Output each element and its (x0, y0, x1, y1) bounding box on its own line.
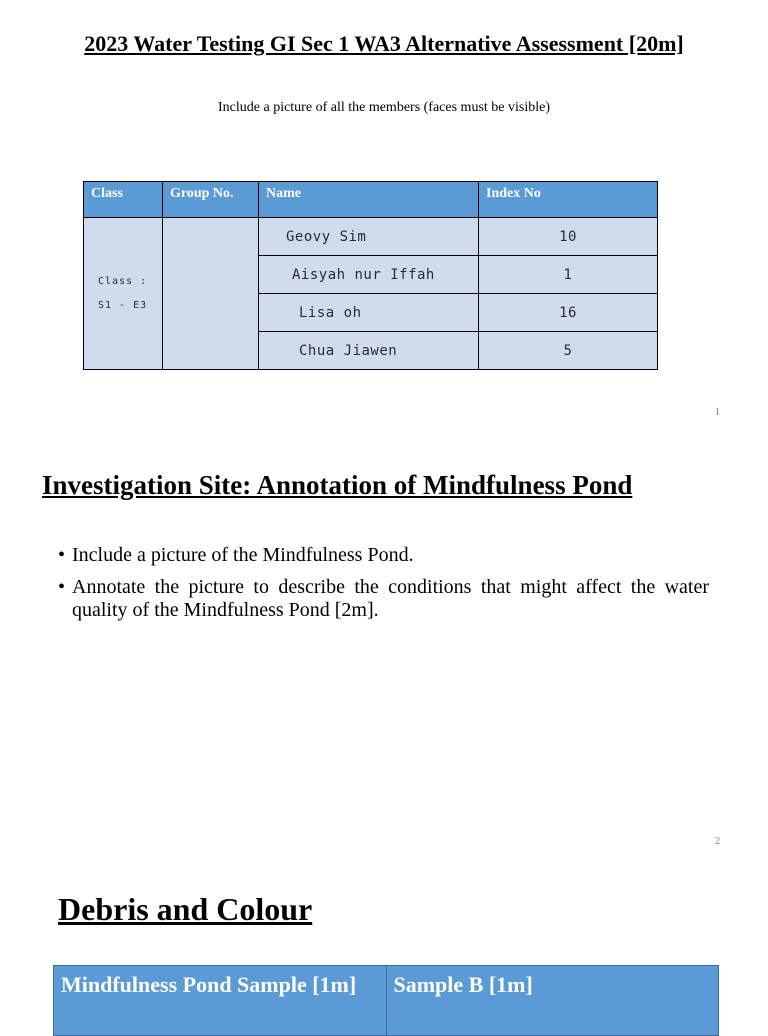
header-class: Class (84, 182, 163, 218)
members-table-header (84, 182, 658, 218)
header-index-no: Index No (479, 182, 658, 218)
members-table (83, 181, 658, 370)
list-item-text: Annotate the picture to describe the conditions that might affect the water quality of the Mindfulness Pond [2m]. (72, 576, 709, 621)
member-index: 10 (479, 218, 658, 256)
class-label: Class : (98, 275, 148, 287)
header-group-no: Group No. (163, 182, 259, 218)
page-number: 2 (715, 836, 720, 847)
member-name: Lisa oh (259, 294, 479, 332)
members-instruction: Include a picture of all the members (faces must be visible) (218, 100, 550, 115)
member-name: Chua Jiawen (259, 332, 479, 370)
section-title-investigation-site: Investigation Site: Annotation of Mindfulness Pond (42, 470, 633, 500)
samples-table-header (54, 966, 719, 1036)
header-mindfulness-sample: Mindfulness Pond Sample [1m] (54, 966, 387, 1036)
member-index: 1 (479, 256, 658, 294)
list-item (58, 576, 709, 622)
list-item-text: Include a picture of the Mindfulness Pond. (72, 544, 414, 566)
bullet-icon: • (58, 544, 66, 566)
member-index: 16 (479, 294, 658, 332)
bullet-icon: • (58, 576, 66, 598)
group-no-cell (163, 218, 259, 370)
instruction-list (58, 544, 709, 631)
class-cell (84, 218, 163, 370)
member-index: 5 (479, 332, 658, 370)
samples-table (53, 965, 719, 1036)
member-name: Aisyah nur Iffah (259, 256, 479, 294)
member-name: Geovy Sim (259, 218, 479, 256)
section-title-debris-colour: Debris and Colour (58, 891, 313, 927)
page-title: 2023 Water Testing GI Sec 1 WA3 Alternative Assessment [20m] (84, 31, 684, 56)
class-value: S1 - E3 (98, 299, 148, 311)
table-row (84, 218, 658, 256)
page-number: 1 (715, 407, 720, 418)
list-item (58, 544, 709, 567)
header-name: Name (259, 182, 479, 218)
header-sample-b: Sample B [1m] (386, 966, 719, 1036)
